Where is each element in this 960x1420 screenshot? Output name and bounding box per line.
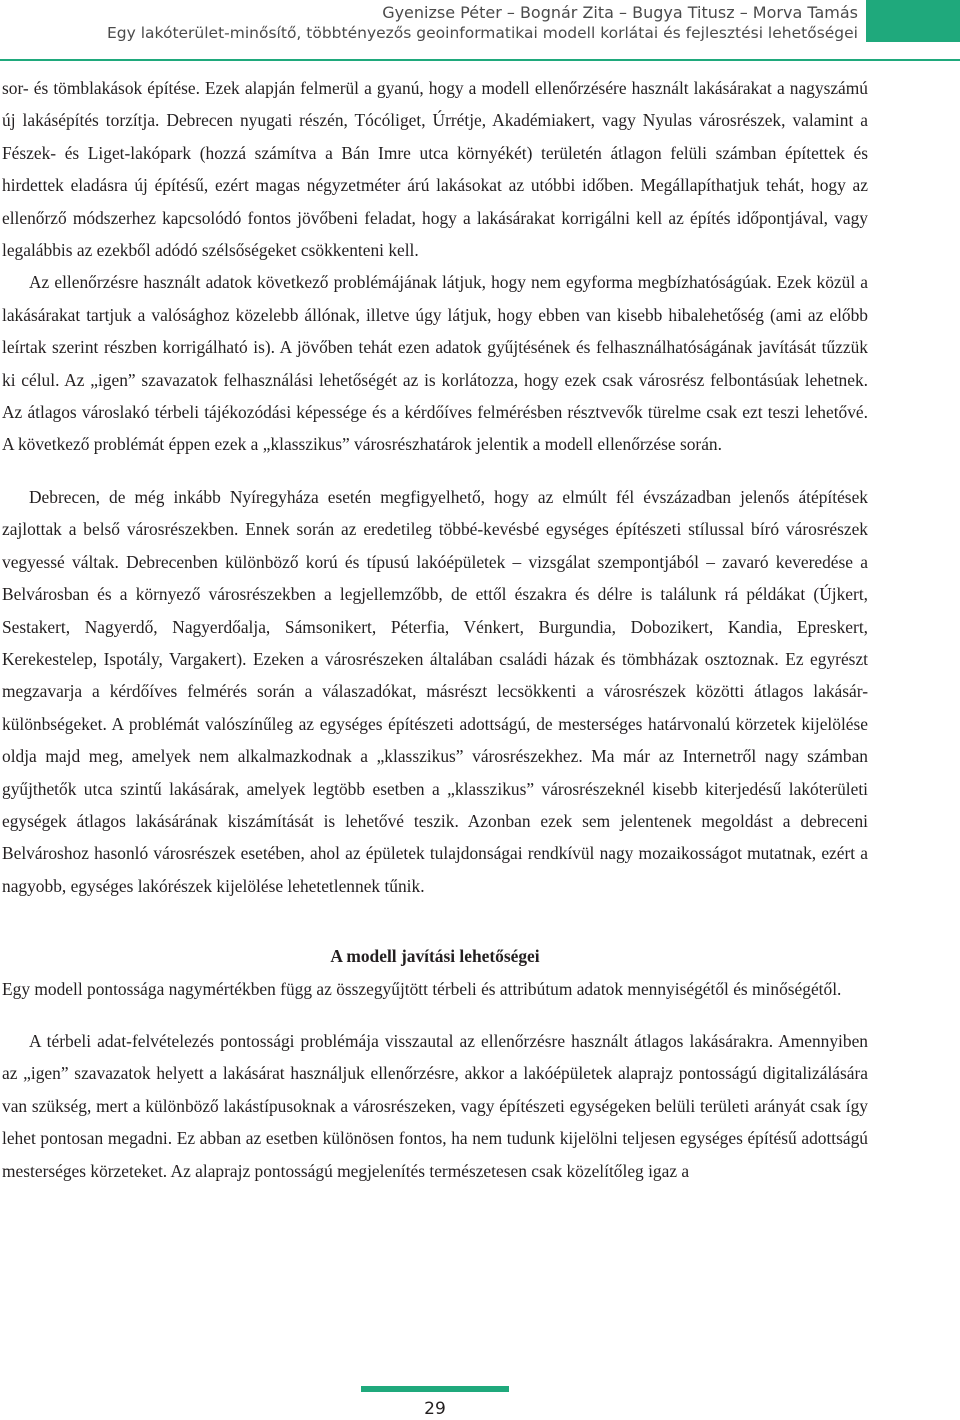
paragraph: sor- és tömblakások építése. Ezek alapján felmerül a gyanú, hogy a modell ellenőrzésére használt lakásárakat a nagyszámú új lakásépítés torzítja. Debrecen nyugati részén, Tócóliget, Úrrétje, Akadémiakert, vagy Nyulas városrészek, valamint a Fészek- és Liget-lakópark (hozzá számítva a Bán Imre utca környékét) területén átlagon felüli számban építettek és hirdettek eladásra új építésű, ezért magas négyzetméter árú lakásokat az utóbbi időben. Megállapíthatjuk tehát, hogy az ellenőrző módszerhez kapcsolódó fontos jövőbeni feladat, hogy a lakásárakat korrigálni kell az építés időpontjával, vagy legalábbis az ezekből adódó szélsőségeket csökkenteni kell. — [2, 78, 868, 261]
article-body — [2, 72, 868, 1187]
section-gap — [2, 902, 868, 940]
header-title: Egy lakóterület-minősítő, többtényezős geoinformatikai modell korlátai és fejlesztési lehetőségei — [107, 24, 858, 42]
paragraph: Egy modell pontossága nagymértékben függ az összegyűjtött térbeli és attribútum adatok mennyiségétől és minőségétől. — [2, 978, 842, 999]
footer-accent-bar — [361, 1386, 509, 1392]
paragraph: A térbeli adat-felvételezés pontossági problémája visszautal az ellenőrzésre használt átlagos lakásárakra. Amennyiben az „igen” szavazatok helyett a lakásárat használjuk ellenőrzésre, akkor a lakóépületek alaprajz pontosságú digitalizálására van szükség, mert a különböző lakástípusoknak a városrészeken, vagy építészeti egységeken belüli területi arányát csak így lehet pontosan megadni. Ez abban az esetben különösen fontos, ha nem tudunk kijelölni teljesen egységes építésű adottságú mesterséges körzeteket. Az alaprajz pontosságú megjelenítés természetesen csak közelítőleg igaz a — [2, 1030, 868, 1181]
header-authors: Gyenizse Péter – Bognár Zita – Bugya Titusz – Morva Tamás — [382, 3, 858, 22]
paragraph: Az ellenőrzésre használt adatok következő problémájának látjuk, hogy nem egyforma megbízhatóságúak. Ezek közül a lakásárakat tartjuk a valósághoz közelebb állónak, illetve úgy látjuk, hogy ebben van kisebb hibalehetőség (ami az előbb leírtak szerint részben korrigálható is). A jövőben tehát ezen adatok gyűjtésének és felhasználhatóságának javítását tűzzük ki célul. Az „igen” szavazatok felhasználási lehetőségét az is korlátozza, hogy ezek csak városrész felbontásúak lehetnek. Az átlagos városlakó térbeli tájékozódási képessége és a kérdőíves felmérésben résztvevők türelme csak ezt teszi lehetővé. A következő problémát éppen ezek a „klasszikus” városrészhatárok jelentik a modell ellenőrzése során. — [2, 272, 868, 455]
paragraph-gap — [2, 1005, 868, 1025]
paragraph-gap — [2, 461, 868, 481]
header-accent-block — [866, 0, 960, 42]
page-number: 29 — [424, 1399, 446, 1419]
section-heading: A modell javítási lehetőségei — [330, 946, 540, 967]
header-rule — [0, 59, 960, 61]
paragraph: Debrecen, de még inkább Nyíregyháza esetén megfigyelhető, hogy az elmúlt fél évszázadban jelenős átépítések zajlottak a belső városrészekben. Ennek során az eredetileg többé-kevésbé egységes építészeti stílussal bíró városrészek vegyessé váltak. Debrecenben különböző korú és típusú lakóépületek – vizsgálat szempontjából – zavaró keveredése a Belvárosban és a környező városrészekben a legjellemzőbb, de ettől északra és délre is találunk rá példákat (Újkert, Sestakert, Nagyerdő, Nagyerdőalja, Sámsonikert, Péterfia, Vénkert, Burgundia, Dobozikert, Kandia, Epreskert, Kerekestelep, Ispotály, Vargakert). Ezeken a városrészeken általában családi házak és tömbházak osztoznak. Ez egyrészt megzavarja a kérdőíves felmérés során a válaszadókat, másrészt lecsökkenti a városrészek közötti átlagos lakásár-különbségeket. A problémát valószínűleg az egységes építészeti adottságú, de mesterséges határvonalú körzetek kijelölése oldja majd meg, amelyek nem alkalmazkodnak a „klasszikus” városrészekhez. Ma már az Internetről nagy számban gyűjthetők utca szintű lakásárak, amelyek legtöbb esetben a „klasszikus” városrészeknél kisebb kiterjedésű lakóterületi egységek átlagos lakásárának kiszámítását is lehetővé teszik. Azonban ezek sem jelentenek megoldást a debreceni Belvároshoz hasonló városrészek esetében, ahol az épületek tulajdonságai rendkívül nagy mozaikosságot mutatnak, ezért a nagyobb, egységes lakórészek kijelölése lehetetlennek tűnik. — [2, 486, 868, 896]
page-header — [0, 0, 960, 60]
